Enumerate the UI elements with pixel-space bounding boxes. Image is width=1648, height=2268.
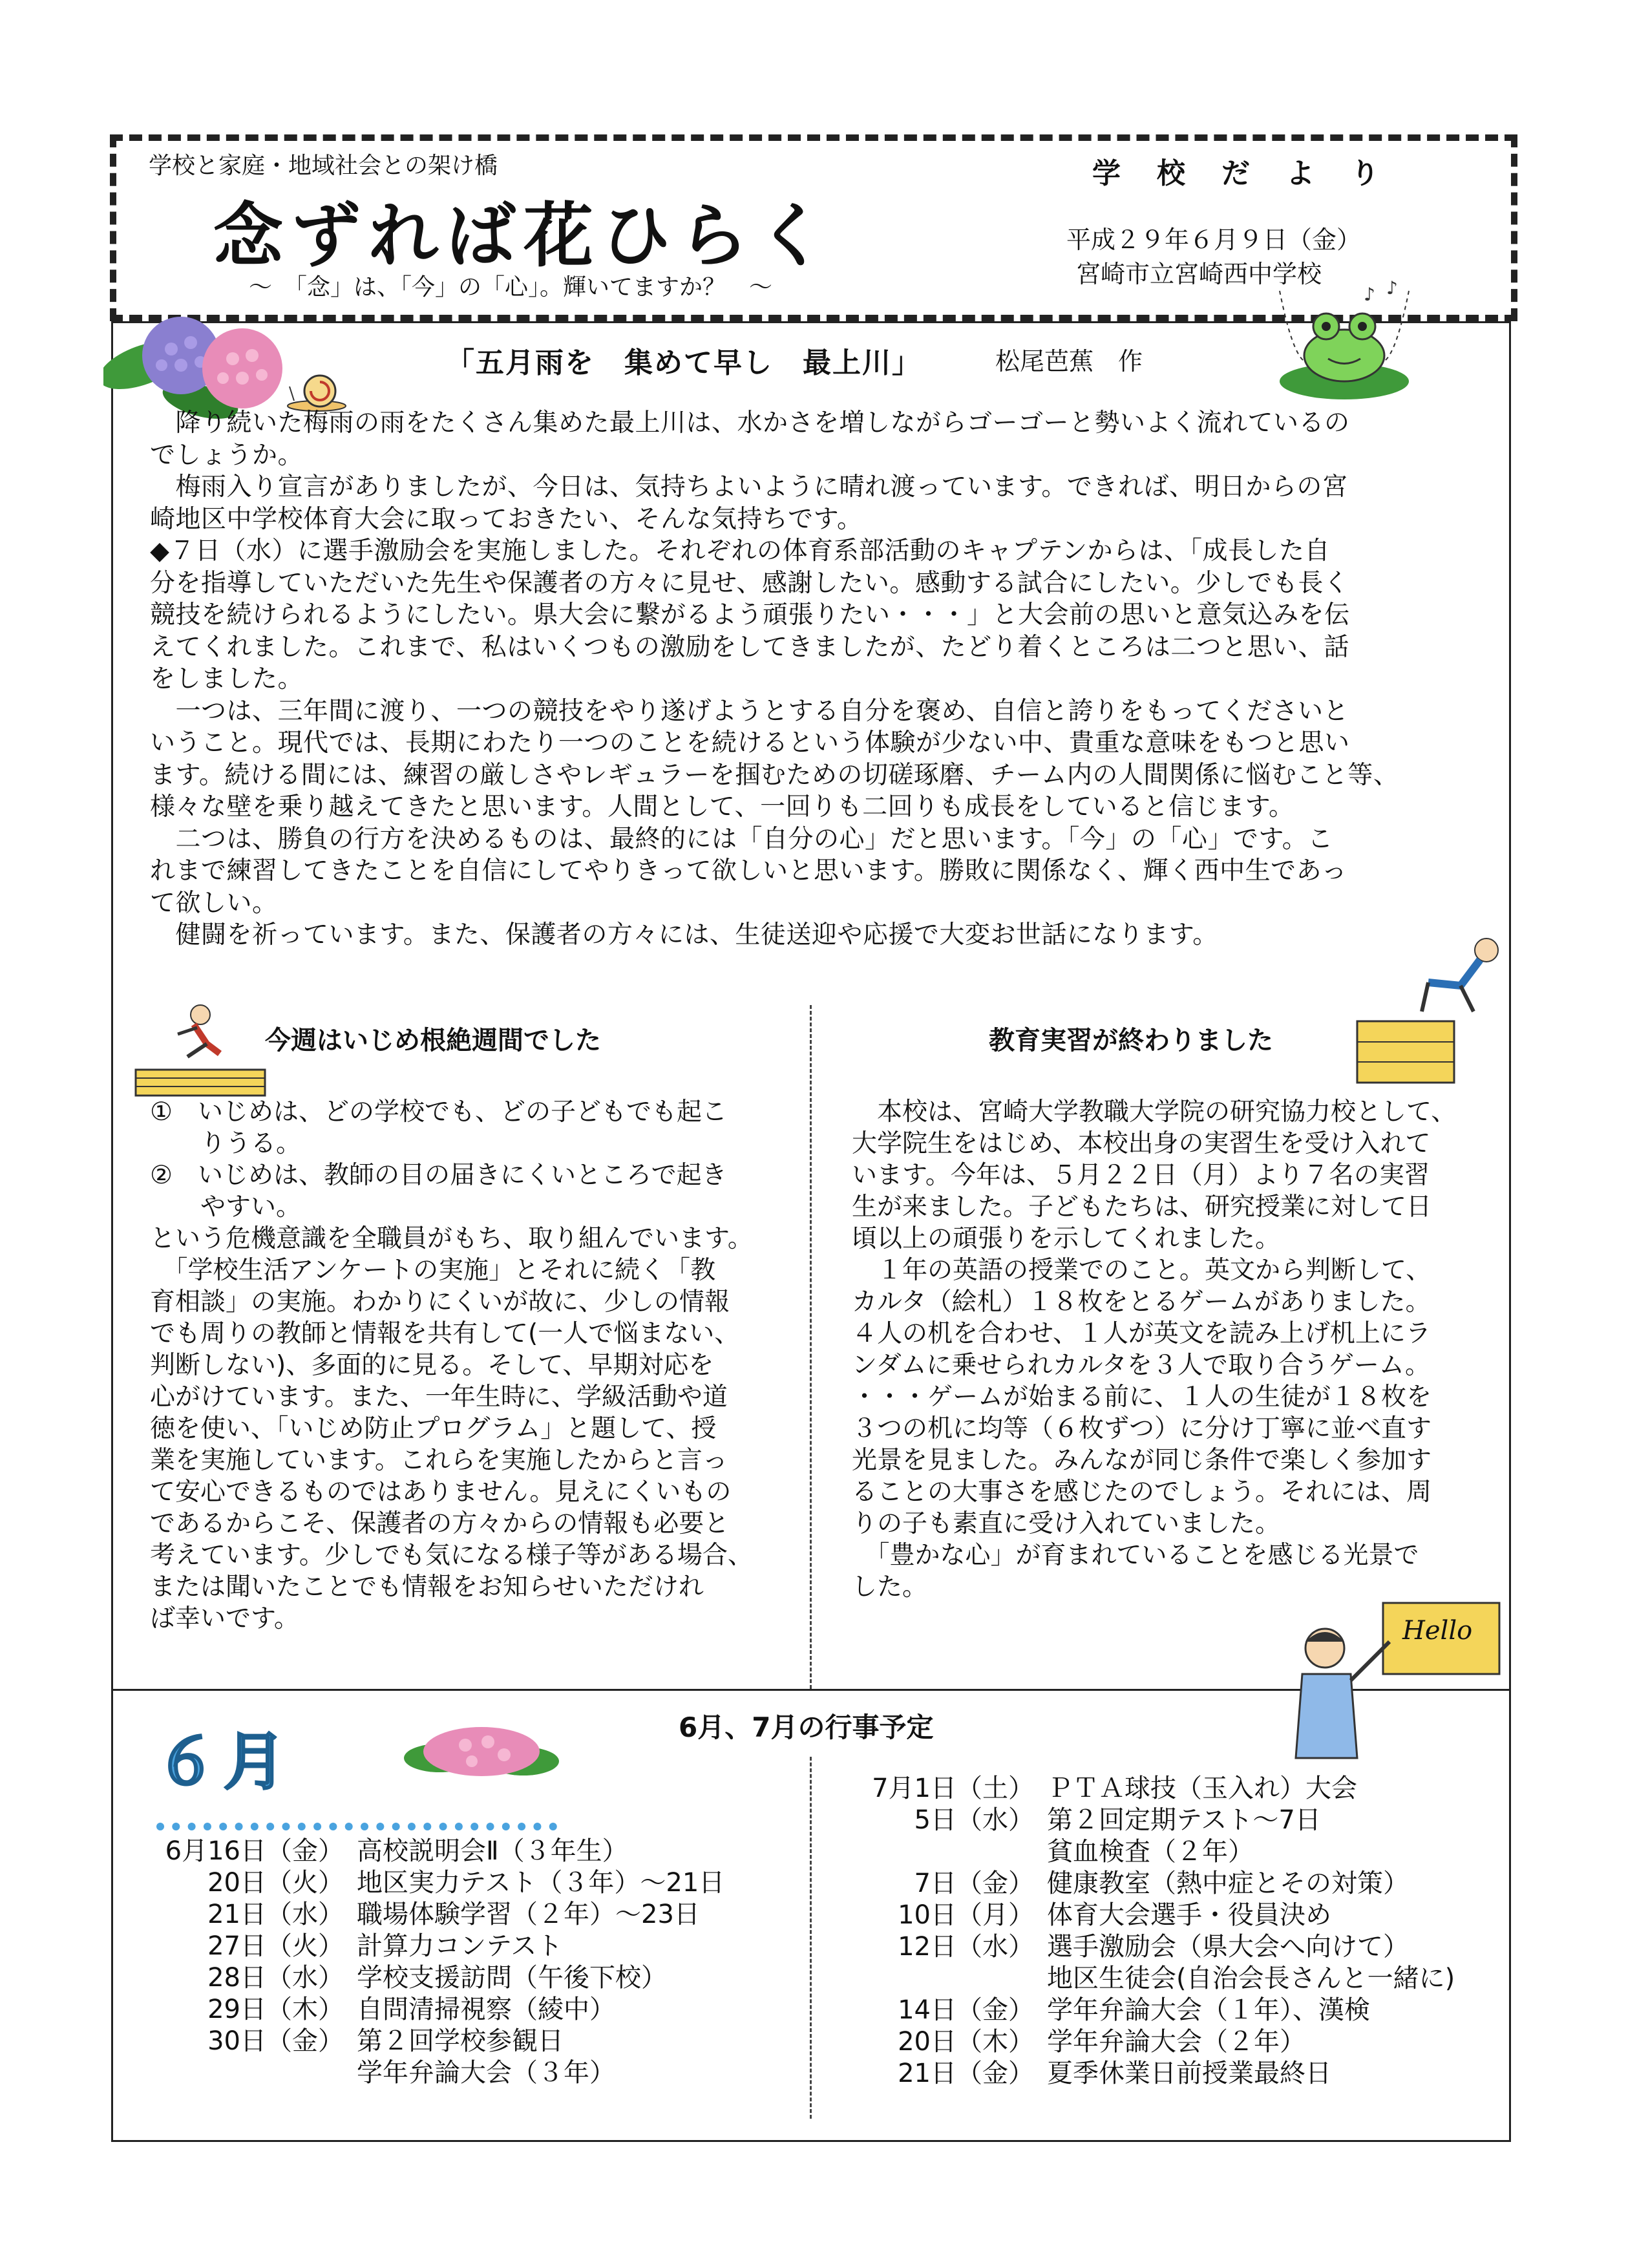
intro-line: 崎地区中学校体育大会に取っておきたい、そんな気持ちです。 — [150, 504, 863, 534]
left-line: 考えています。少しでも気になる様子等がある場合、 — [150, 1541, 753, 1570]
left-line: やすい。 — [150, 1192, 302, 1222]
left-line: でも周りの教師と情報を共有して(一人で悩まない、 — [150, 1319, 740, 1348]
right-line: ・・・ゲームが始まる前に、１人の生徒が１８枚を — [852, 1383, 1432, 1412]
column-divider — [810, 1005, 812, 1689]
newsletter-title: 念ずれば花ひらく — [213, 195, 834, 277]
schedule-row: 21日（金） 夏季休業日前授業最終日 — [898, 2059, 1331, 2088]
schedule-row: 地区生徒会(自治会長さんと一緒に) — [1047, 1964, 1455, 1993]
right-line: ４人の机を合わせ、１人が英文を読み上げ机上にラ — [852, 1319, 1431, 1348]
intro-line: 一つは、三年間に渡り、一つの競技をやり遂げようとする自分を褒め、自信と誇りをもってくださいと — [150, 696, 1349, 726]
intro-text — [150, 407, 1501, 951]
right-line: 大学院生をはじめ、本校出身の実習生を受け入れて — [852, 1129, 1431, 1158]
right-line: カルタ（絵札）１８枚をとるゲームがありました。 — [852, 1288, 1431, 1317]
dotted-rule — [156, 1823, 557, 1830]
schedule-row: 29日（木） 自問清掃視察（綾中） — [207, 1995, 615, 2024]
svg-text:♪: ♪ — [1364, 284, 1375, 305]
june-badge — [155, 1713, 375, 1798]
intro-line: 二つは、勝負の行方を決めるものは、最終的には「自分の心」だと思います。「今」の「心」です。こ — [150, 824, 1333, 854]
schedule-row: 28日（水） 学校支援訪問（午後下校） — [207, 1963, 667, 1993]
right-line: した。 — [852, 1573, 928, 1602]
intro-line: 競技を続けられるようにしたい。県大会に繋がるよう頑張りたい・・・」と大会前の思いと意気込みを伝 — [150, 600, 1350, 630]
intro-line: をしました。 — [150, 664, 304, 694]
svg-text:♪: ♪ — [1386, 278, 1398, 299]
intro-line: 分を指導していただいた先生や保護者の方々に見せ、感謝したい。感動する試合にしたい。少しでも長く — [150, 568, 1349, 598]
left-line: という危機意識を全職員がもち、取り組んでいます。 — [150, 1224, 753, 1253]
runner-icon — [123, 995, 271, 1105]
left-article-body — [150, 1096, 803, 1635]
schedule-row: 20日（木） 学年弁論大会（２年） — [898, 2027, 1305, 2057]
intro-line: 様々な壁を乗り越えてきたと思います。人間として、一回りも二回りも成長をしていると信じます。 — [150, 792, 1294, 821]
right-article-body — [852, 1096, 1505, 1603]
left-line: 判断しない)、多面的に見る。そして、早期対応を — [150, 1351, 714, 1380]
intro-line: でしょうか。 — [150, 440, 304, 470]
right-line: ３つの机に均等（６枚ずつ）に分け丁寧に並べ直す — [852, 1414, 1432, 1443]
right-line: りの子も素直に受け入れていました。 — [852, 1509, 1281, 1538]
newsletter-label: 学 校 だ よ り — [1092, 157, 1383, 190]
intro-line: ます。続ける間には、練習の厳しさやレギュラーを掴むための切磋琢磨、チーム内の人間関係に悩むこと等、 — [150, 760, 1399, 790]
right-line: 「豊かな心」が育まれていることを感じる光景で — [852, 1541, 1419, 1570]
intro-line: れまで練習してきたことを自信にしてやりきって欲しいと思います。勝敗に関係なく、輝く西中生であっ — [150, 856, 1347, 885]
schedule-row: 5日（水） 第２回定期テスト～7日 — [914, 1805, 1321, 1835]
schedule-row: 27日（火） 計算力コンテスト — [207, 1931, 563, 1961]
schedule-row: 6月16日（金） 高校説明会Ⅱ（３年生） — [165, 1836, 628, 1866]
left-line: ② いじめは、教師の目の届きにくいところで起き — [150, 1161, 727, 1190]
left-article-title: 今週はいじめ根絶週間でした — [265, 1026, 601, 1055]
june-badge-text: ６月 — [155, 1726, 292, 1798]
schedule-row: 貧血検査（２年） — [1047, 1837, 1254, 1867]
intro-line: 降り続いた梅雨の雨をたくさん集めた最上川は、水かさを増しながらゴーゴーと勢いよく流れているの — [150, 408, 1350, 438]
intro-line: ◆７日（水）に選手激励会を実施しました。それぞれの体育系部活動のキャプテンからは、「成長した自 — [150, 536, 1331, 566]
right-line: います。今年は、５月２２日（月）より７名の実習 — [852, 1161, 1430, 1190]
july-schedule — [807, 1773, 1455, 2090]
school-name: 宮崎市立宮崎西中学校 — [1076, 260, 1322, 288]
right-line: 頃以上の頑張りを示してくれました。 — [852, 1224, 1281, 1253]
schedule-row: 10日（月） 体育大会選手・役員決め — [898, 1900, 1331, 1930]
issue-date: 平成２９年６月９日（金） — [1066, 226, 1362, 254]
right-line: 光景を見ました。みんなが同じ条件で楽しく参加す — [852, 1446, 1432, 1475]
hydrangea-icon — [401, 1713, 562, 1784]
left-line: ば幸いです。 — [150, 1604, 299, 1633]
haiku-verse: 「五月雨を 集めて早し 最上川」 — [446, 346, 922, 379]
tagline: 学校と家庭・地域社会との架け橋 — [149, 153, 498, 179]
schedule-row: 21日（水） 職場体験学習（２年）～23日 — [207, 1900, 700, 1929]
left-line: ① いじめは、どの学校でも、どの子どもでも起こ — [150, 1097, 727, 1127]
left-line: 業を実施しています。これらを実施したからと言っ — [150, 1446, 728, 1475]
left-line: 徳を使い、「いじめ防止プログラム」と題して、授 — [150, 1414, 717, 1443]
left-line: 「学校生活アンケートの実施」とそれに続く「教 — [150, 1256, 716, 1285]
schedule-row: 30日（金） 第２回学校参観日 — [207, 2026, 564, 2056]
vaulter-icon — [1344, 924, 1519, 1092]
intro-line: えてくれました。これまで、私はいくつもの激励をしてきましたが、たどり着くところは二つと思い、話 — [150, 632, 1349, 662]
right-article-title: 教育実習が終わりました — [989, 1026, 1273, 1055]
schedule-row: 学年弁論大会（３年） — [357, 2058, 615, 2088]
left-line: であるからこそ、保護者の方々からの情報も必要と — [150, 1509, 730, 1538]
intro-line: いうこと。現代では、長期にわたり一つのことを続けるという体験が少ない中、貴重な意味をもつと思い — [150, 728, 1350, 758]
left-line: または聞いたことでも情報をお知らせいただけれ — [150, 1573, 704, 1602]
teacher-icon — [1286, 1596, 1506, 1771]
intro-line: て欲しい。 — [150, 888, 278, 918]
left-line: て安心できるものではありません。見えにくいもの — [150, 1478, 732, 1507]
intro-line: 梅雨入り宣言がありましたが、今日は、気持ちよいように晴れ渡っています。できれば、明日からの宮 — [150, 472, 1348, 502]
right-line: ることの大事さを感じたのでしょう。それには、周 — [852, 1478, 1432, 1507]
june-schedule — [116, 1836, 724, 2089]
newsletter-subtitle: ～ 「念」は、「今」の「心」。輝いてますか？ ～ — [249, 274, 773, 301]
left-line: 育相談」の実施。わかりにくいが故に、少しの情報 — [150, 1288, 730, 1317]
blackboard-text: Hello — [1402, 1616, 1473, 1646]
schedule-row: 12日（水） 選手激励会（県大会へ向けて） — [898, 1932, 1409, 1962]
right-line: １年の英語の授業でのこと。英文から判断して、 — [852, 1256, 1431, 1285]
schedule-row: 14日（金） 学年弁論大会（１年）、漢検 — [898, 1995, 1370, 2025]
header-border-top — [110, 134, 1517, 141]
left-line: 心がけています。また、一年生時に、学級活動や道 — [150, 1383, 728, 1412]
right-line: ンダムに乗せられカルタを３人で取り合うゲーム。 — [852, 1351, 1431, 1380]
right-line: 本校は、宮崎大学教職大学院の研究協力校として、 — [852, 1097, 1457, 1127]
frog-icon — [1267, 278, 1422, 407]
intro-line: 健闘を祈っています。また、保護者の方々には、生徒送迎や応援で大変お世話になります。 — [150, 920, 1218, 949]
schedule-row: 7日（金） 健康教室（熱中症とその対策） — [914, 1869, 1409, 1898]
haiku-author: 松尾芭蕉 作 — [995, 347, 1143, 376]
header-border-left — [110, 134, 116, 321]
schedule-row: 7月1日（土） ＰＴＡ球技（玉入れ）大会 — [872, 1774, 1357, 1803]
schedule-row: 20日（火） 地区実力テスト（３年）～21日 — [207, 1868, 725, 1898]
header-border-right — [1511, 134, 1517, 321]
right-line: 生が来ました。子どもたちは、研究授業に対して日 — [852, 1192, 1432, 1222]
left-line: りうる。 — [150, 1129, 302, 1158]
schedule-title: 6月、7月の行事予定 — [679, 1712, 934, 1743]
